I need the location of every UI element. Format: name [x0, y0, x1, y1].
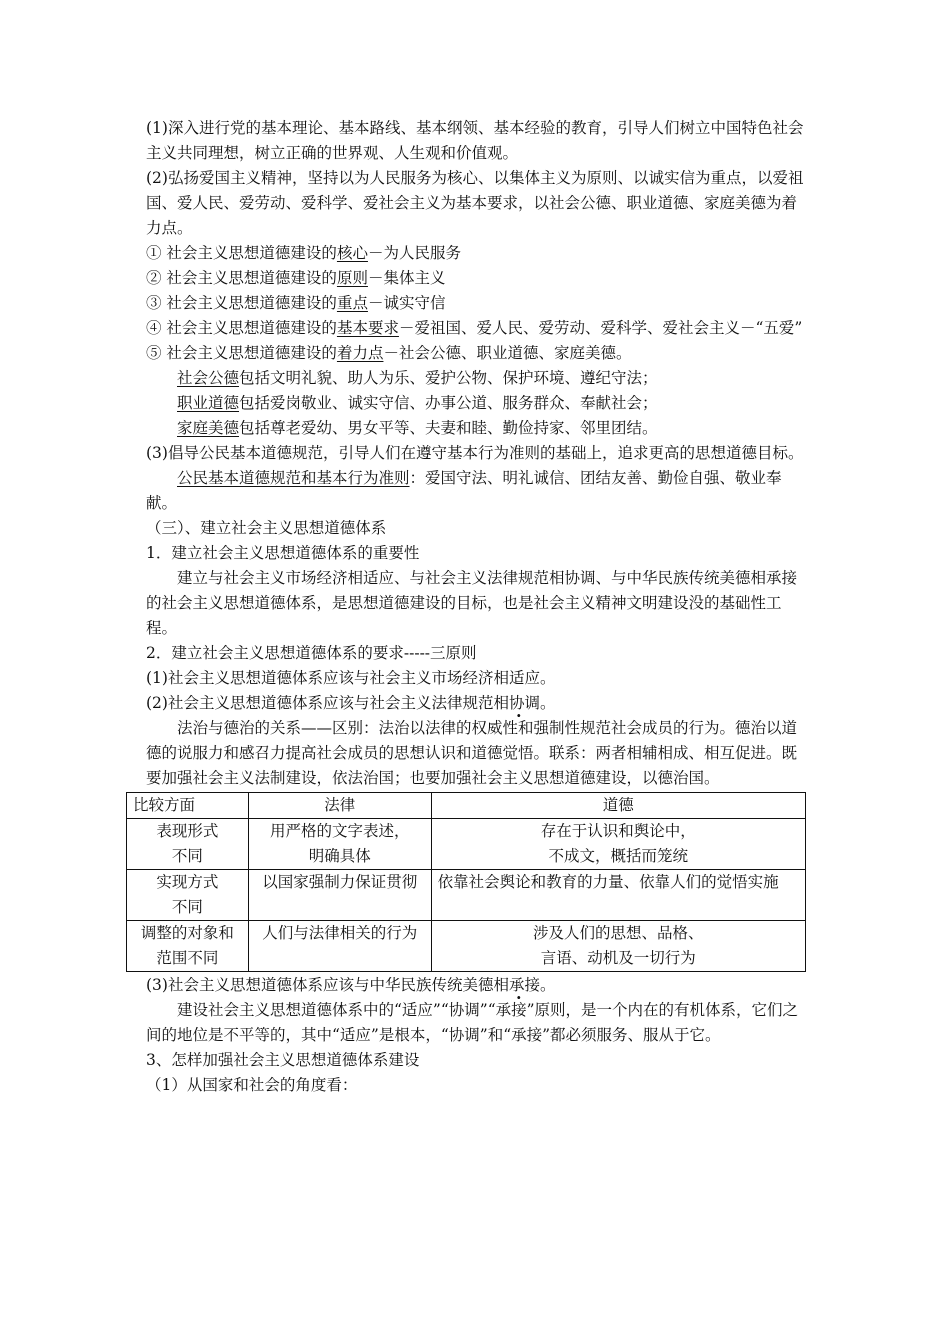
paragraph: 建立与社会主义市场经济相适应、与社会主义法律规范相协调、与中华民族传统美德相承接的社会主义思想道德体系，是思想道德建设的目标，也是社会主义精神文明建设没的基础性工程。: [146, 569, 798, 637]
table-header-cell: 法律: [248, 793, 431, 819]
sub-item: 社会公德包括文明礼貌、助人为乐、爱护公物、保护环境、遵纪守法；: [177, 369, 658, 387]
subsection-heading: 1．建立社会主义思想道德体系的重要性: [146, 544, 420, 562]
subsection-heading: 2．建立社会主义思想道德体系的要求-----三原则: [146, 644, 477, 662]
document-page: [133, 116, 806, 1098]
section-heading: （三）、建立社会主义思想道德体系: [146, 519, 387, 537]
paragraph: (1)深入进行党的基本理论、基本路线、基本纲领、基本经验的教育，引导人们树立中国特色社会主义共同理想，树立正确的世界观、人生观和价值观。: [146, 119, 804, 162]
table-cell: 表现形式 不同: [127, 819, 249, 870]
sub-item: 家庭美德包括尊老爱幼、男女平等、夫妻和睦、勤俭持家、邻里团结。: [177, 419, 658, 437]
table-row: [127, 870, 806, 921]
table-header-cell: 道德: [431, 793, 805, 819]
paragraph: (3)倡导公民基本道德规范，引导人们在遵守基本行为准则的基础上，追求更高的思想道德目标。: [146, 444, 804, 462]
table-cell: 依靠社会舆论和教育的力量、依靠人们的觉悟实施: [431, 870, 805, 921]
table-cell: 调整的对象和 范围不同: [127, 921, 249, 972]
table-cell: 存在于认识和舆论中， 不成文，概括而笼统: [431, 819, 805, 870]
paragraph: (2)弘扬爱国主义精神，坚持以为人民服务为核心、以集体主义为原则、以诚实信为重点，以爱祖国、爱人民、爱劳动、爱科学、爱社会主义为基本要求，以社会公德、职业道德、家庭美德为着力点。: [146, 169, 804, 237]
table-header-cell: 比较方面: [127, 793, 249, 819]
table-cell: 用严格的文字表述， 明确具体: [248, 819, 431, 870]
table-cell: 人们与法律相关的行为: [248, 921, 431, 972]
list-item: ④ 社会主义思想道德建设的基本要求－爱祖国、爱人民、爱劳动、爱科学、爱社会主义－“五爱”: [146, 319, 803, 337]
principle-item: (3)社会主义思想道德体系应该与中华民族传统美德相承接。: [146, 976, 556, 994]
table-cell: 以国家强制力保证贯彻: [248, 870, 431, 921]
paragraph: 建设社会主义思想道德体系中的“适应”“协调”“承接”原则，是一个内在的有机体系，它们之间的地位是不平等的，其中“适应”是根本，“协调”和“承接”都必须服务、服从于它。: [146, 1001, 799, 1044]
table-cell: 实现方式 不同: [127, 870, 249, 921]
subsection-heading: （1）从国家和社会的角度看：: [146, 1076, 358, 1094]
list-item: ② 社会主义思想道德建设的原则－集体主义: [146, 269, 446, 287]
list-item: ⑤ 社会主义思想道德建设的着力点－社会公德、职业道德、家庭美德。: [146, 344, 632, 362]
table-row: [127, 819, 806, 870]
list-item: ③ 社会主义思想道德建设的重点－诚实守信: [146, 294, 446, 312]
paragraph: 公民基本道德规范和基本行为准则：爱国守法、明礼诚信、团结友善、勤俭自强、敬业奉献。: [146, 469, 782, 512]
principle-item: (1)社会主义思想道德体系应该与社会主义市场经济相适应。: [146, 669, 556, 687]
sub-item: 职业道德包括爱岗敬业、诚实守信、办事公道、服务群众、奉献社会；: [177, 394, 658, 412]
table-row: [127, 921, 806, 972]
paragraph: 法治与德治的关系——区别：法治以法律的权威性和强制性规范社会成员的行为。德治以道德的说服力和感召力提高社会成员的思想认识和道德觉悟。联系：两者相辅相成、相互促进。既要加强社会主义法制建设，依法治国；也要加强社会主义思想道德建设，以德治国。: [146, 719, 798, 787]
comparison-table: [126, 792, 806, 972]
principle-item: (2)社会主义思想道德体系应该与社会主义法律规范相协调。: [146, 694, 556, 712]
subsection-heading: 3、怎样加强社会主义思想道德体系建设: [146, 1051, 420, 1069]
list-item: ① 社会主义思想道德建设的核心－为人民服务: [146, 244, 461, 262]
table-header-row: [127, 793, 806, 819]
table-cell: 涉及人们的思想、品格、 言语、动机及一切行为: [431, 921, 805, 972]
